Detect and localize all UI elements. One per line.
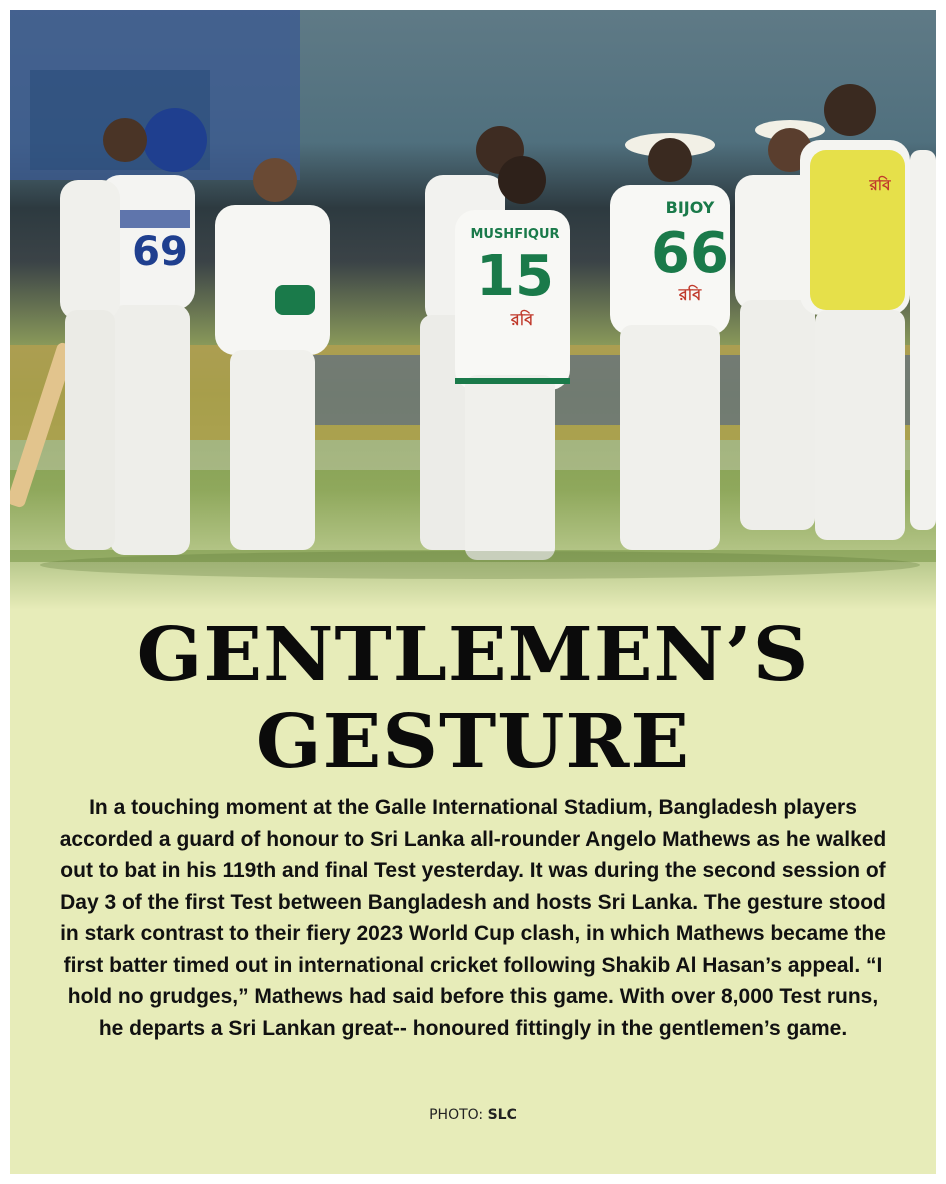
- player-mushfiqur: [455, 156, 570, 560]
- headline-line-1: GENTLEMEN’S: [136, 612, 810, 698]
- sponsor-logo-mushfiqur: রবি: [510, 310, 534, 329]
- headline-line-2: GESTURE: [255, 699, 691, 785]
- player-bijoy: [610, 133, 730, 550]
- sponsor-logo-bijoy: রবি: [678, 285, 702, 304]
- jersey-name-bijoy: BIJOY: [665, 198, 715, 217]
- sponsor-logo-bib: রবি: [869, 176, 891, 194]
- feature-panel: [10, 10, 936, 1174]
- player-bib: [800, 84, 910, 540]
- article-body: In a touching moment at the Galle International Stadium, Bangladesh players accorded a guard of honour to Sri Lanka all-rounder Angelo Mathews as he walked out to bat in his 119th and final Test yesterday. It was during the second session of Day 3 of the first Test between Bangladesh and hosts Sri Lanka. The gesture stood in stark contrast to their fiery 2023 World Cup clash, in which Mathews became the first batter timed out in international cricket following Shakib Al Hasan’s appeal. “I hold no grudges,” Mathews had said before this game. With over 8,000 Test runs, he departs a Sri Lankan great-- honoured fittingly in the gentlemen’s game.: [59, 796, 887, 1040]
- jersey-name-mushfiqur: MUSHFIQUR: [470, 227, 560, 242]
- photo-credit-label: PHOTO:: [429, 1107, 484, 1123]
- photo-credit: [10, 1107, 936, 1123]
- photo-credit-source: SLC: [487, 1107, 517, 1123]
- guard-of-honour-photo: [10, 10, 936, 610]
- jersey-number-69: 69: [132, 229, 188, 275]
- jersey-number-15: 15: [476, 244, 554, 309]
- jersey-number-66: 66: [651, 221, 729, 286]
- photo-illustration: [10, 10, 936, 610]
- player-3: [215, 158, 330, 550]
